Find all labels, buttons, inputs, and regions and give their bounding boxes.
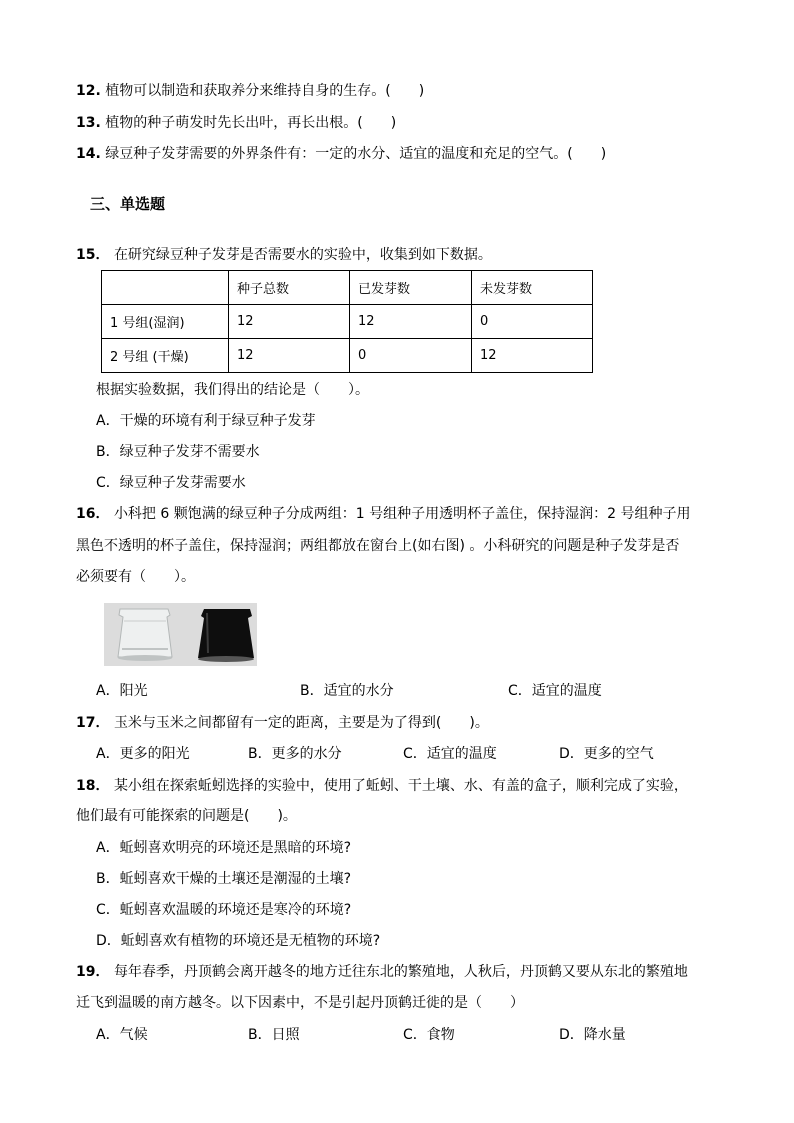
table-cell: 0 xyxy=(472,305,593,339)
question-number: 18． xyxy=(76,778,110,794)
option-b: B．适宜的水分 xyxy=(300,683,394,699)
option-b: B．日照 xyxy=(248,1027,300,1043)
table-header-cell: 未发芽数 xyxy=(472,271,593,305)
question-number: 14. xyxy=(76,146,101,162)
option-d: D．降水量 xyxy=(559,1027,626,1043)
question-number: 13. xyxy=(76,115,101,131)
question-prompt: 根据实验数据，我们得出的结论是（ ）。 xyxy=(96,382,369,398)
question-16 xyxy=(76,504,690,524)
question-number: 15． xyxy=(76,247,110,263)
section-title: 三、单选题 xyxy=(90,195,166,213)
option-a: A．干燥的环境有利于绿豆种子发芽 xyxy=(96,413,316,429)
cups-photo xyxy=(104,603,257,666)
question-number: 19． xyxy=(76,964,110,980)
table-cell: 12 xyxy=(229,305,350,339)
question-18 xyxy=(76,776,688,796)
table-cell: 1 号组(湿润) xyxy=(102,305,229,339)
question-number: 12. xyxy=(76,83,101,99)
option-c: C．绿豆种子发芽需要水 xyxy=(96,475,246,491)
table-cell: 2 号组 (干燥) xyxy=(102,339,229,373)
option-a: A．气候 xyxy=(96,1027,148,1043)
question-12 xyxy=(76,81,424,101)
question-text: 植物可以制造和获取养分来维持自身的生存。( ) xyxy=(105,83,425,99)
question-text-line: 必须要有（ ）。 xyxy=(76,569,195,585)
question-text: 在研究绿豆种子发芽是否需要水的实验中，收集到如下数据。 xyxy=(113,247,492,263)
question-text: 某小组在探索蚯蚓选择的实验中，使用了蚯蚓、干土壤、水、有盖的盒子，顺利完成了实验， xyxy=(113,778,688,794)
table-cell: 0 xyxy=(350,339,472,373)
option-c: C．适宜的温度 xyxy=(403,746,497,762)
table-header-cell: 已发芽数 xyxy=(350,271,472,305)
table-row xyxy=(102,339,593,373)
seed-data-table xyxy=(101,270,593,373)
option-a: A．更多的阳光 xyxy=(96,746,190,762)
option-c: C．蚯蚓喜欢温暖的环境还是寒冷的环境? xyxy=(96,902,352,918)
question-14 xyxy=(76,144,606,164)
table-row xyxy=(102,305,593,339)
question-number: 16． xyxy=(76,506,110,522)
option-d: D．更多的空气 xyxy=(559,746,654,762)
option-b: B．绿豆种子发芽不需要水 xyxy=(96,444,260,460)
option-c: C．食物 xyxy=(403,1027,455,1043)
question-text: 玉米与玉米之间都留有一定的距离，主要是为了得到( )。 xyxy=(113,715,489,731)
question-17 xyxy=(76,713,489,733)
question-text-line: 他们最有可能探索的问题是( )。 xyxy=(76,808,297,824)
question-text: 绿豆种子发芽需要的外界条件有：一定的水分、适宜的温度和充足的空气。( ) xyxy=(105,146,607,162)
table-cell: 12 xyxy=(350,305,472,339)
question-text: 每年春季，丹顶鹤会离开越冬的地方迁往东北的繁殖地，人秋后，丹顶鹤又要从东北的繁殖地 xyxy=(113,964,688,980)
question-15 xyxy=(76,245,492,265)
question-13 xyxy=(76,113,396,133)
table-cell: 12 xyxy=(472,339,593,373)
option-b: B．更多的水分 xyxy=(248,746,342,762)
option-a: A．蚯蚓喜欢明亮的环境还是黑暗的环境? xyxy=(96,840,352,856)
option-b: B．蚯蚓喜欢干燥的土壤还是潮湿的土壤? xyxy=(96,871,352,887)
table-cell: 12 xyxy=(229,339,350,373)
question-19 xyxy=(76,962,688,982)
table-header-row xyxy=(102,271,593,305)
option-d: D．蚯蚓喜欢有植物的环境还是无植物的环境? xyxy=(96,933,381,949)
table-header-cell: 种子总数 xyxy=(229,271,350,305)
question-text: 小科把 6 颗饱满的绿豆种子分成两组：1 号组种子用透明杯子盖住，保持湿润：2 号组种子用 xyxy=(113,506,691,522)
table-header-cell xyxy=(102,271,229,305)
option-a: A．阳光 xyxy=(96,683,148,699)
question-text-line: 黑色不透明的杯子盖住，保持湿润；两组都放在窗台上(如右图) 。小科研究的问题是种子发芽是否 xyxy=(76,538,680,554)
question-text-line: 迁飞到温暖的南方越冬。以下因素中，不是引起丹顶鹤迁徙的是（ ） xyxy=(76,995,524,1011)
option-c: C．适宜的温度 xyxy=(508,683,602,699)
question-number: 17． xyxy=(76,715,110,731)
cups-illustration xyxy=(104,603,257,666)
question-text: 植物的种子萌发时先长出叶，再长出根。( ) xyxy=(105,115,397,131)
